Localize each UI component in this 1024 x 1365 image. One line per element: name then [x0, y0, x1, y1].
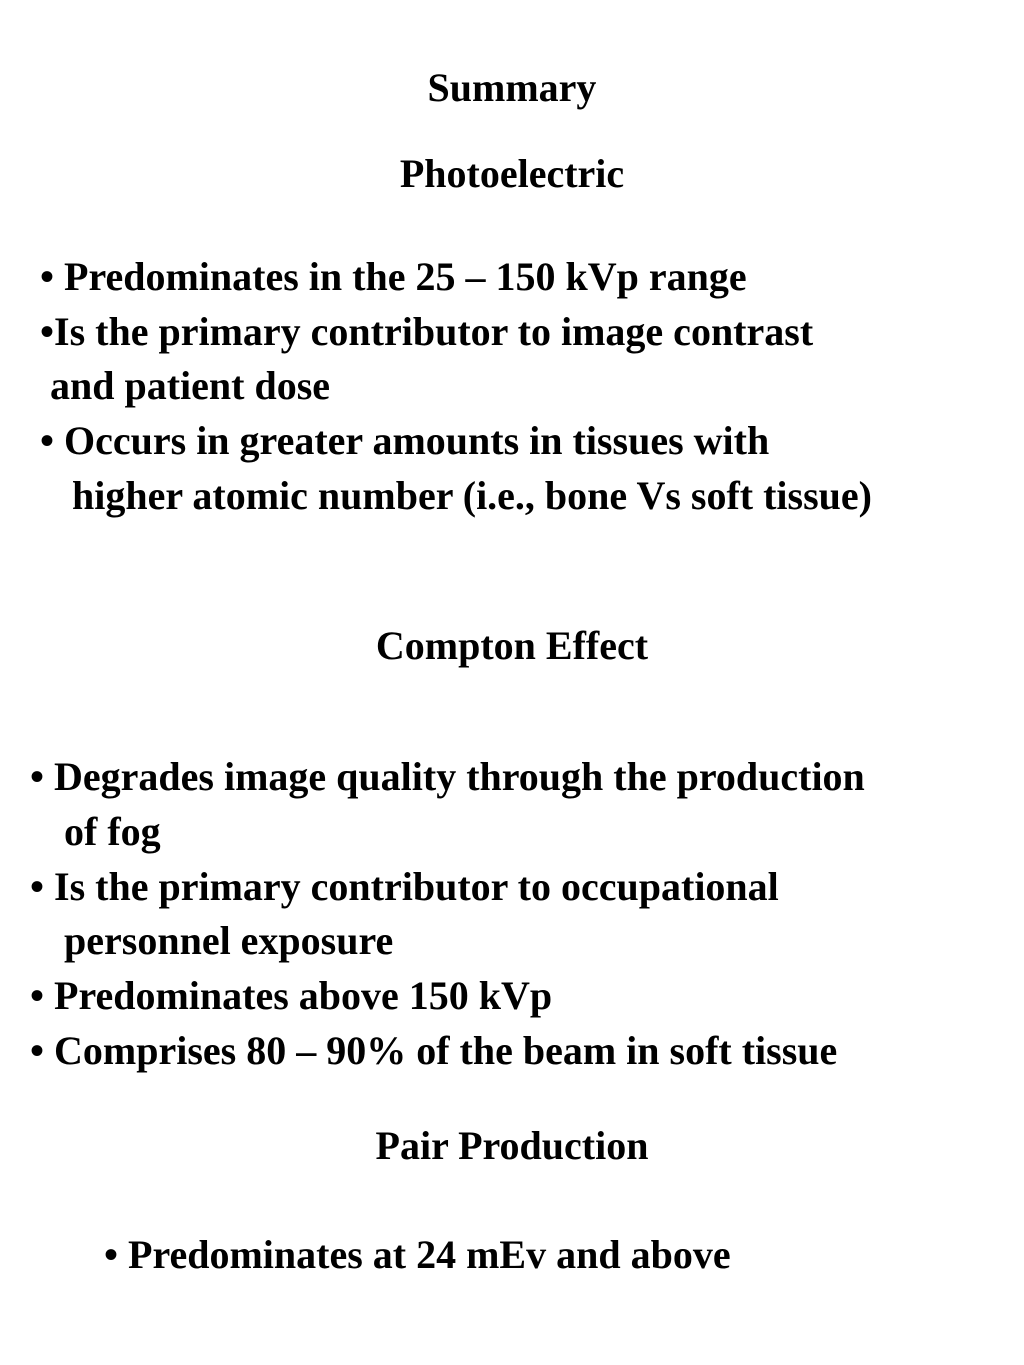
page-title: Summary: [427, 65, 597, 110]
bullet-line: • Occurs in greater amounts in tissues with: [40, 418, 770, 463]
bullet-line: • Predominates in the 25 – 150 kVp range: [40, 254, 747, 299]
bullet-continuation: personnel exposure: [64, 918, 394, 963]
bullet-line: • Is the primary contributor to occupational: [30, 864, 779, 909]
bullet-line: •Is the primary contributor to image contrast: [40, 309, 814, 354]
bullet-line: • Predominates at 24 mEv and above: [104, 1232, 731, 1277]
bullet-line: • Comprises 80 – 90% of the beam in soft tissue: [30, 1028, 838, 1073]
section-heading-pair-production: Pair Production: [375, 1123, 649, 1168]
section-heading-photoelectric: Photoelectric: [399, 151, 625, 196]
bullet-continuation: of fog: [64, 809, 161, 854]
bullet-line: • Degrades image quality through the production: [30, 754, 865, 799]
bullet-continuation: and patient dose: [50, 363, 331, 408]
bullet-line: • Predominates above 150 kVp: [30, 973, 553, 1018]
section-heading-compton-effect: Compton Effect: [375, 623, 649, 668]
bullet-continuation: higher atomic number (i.e., bone Vs soft tissue): [72, 473, 872, 518]
